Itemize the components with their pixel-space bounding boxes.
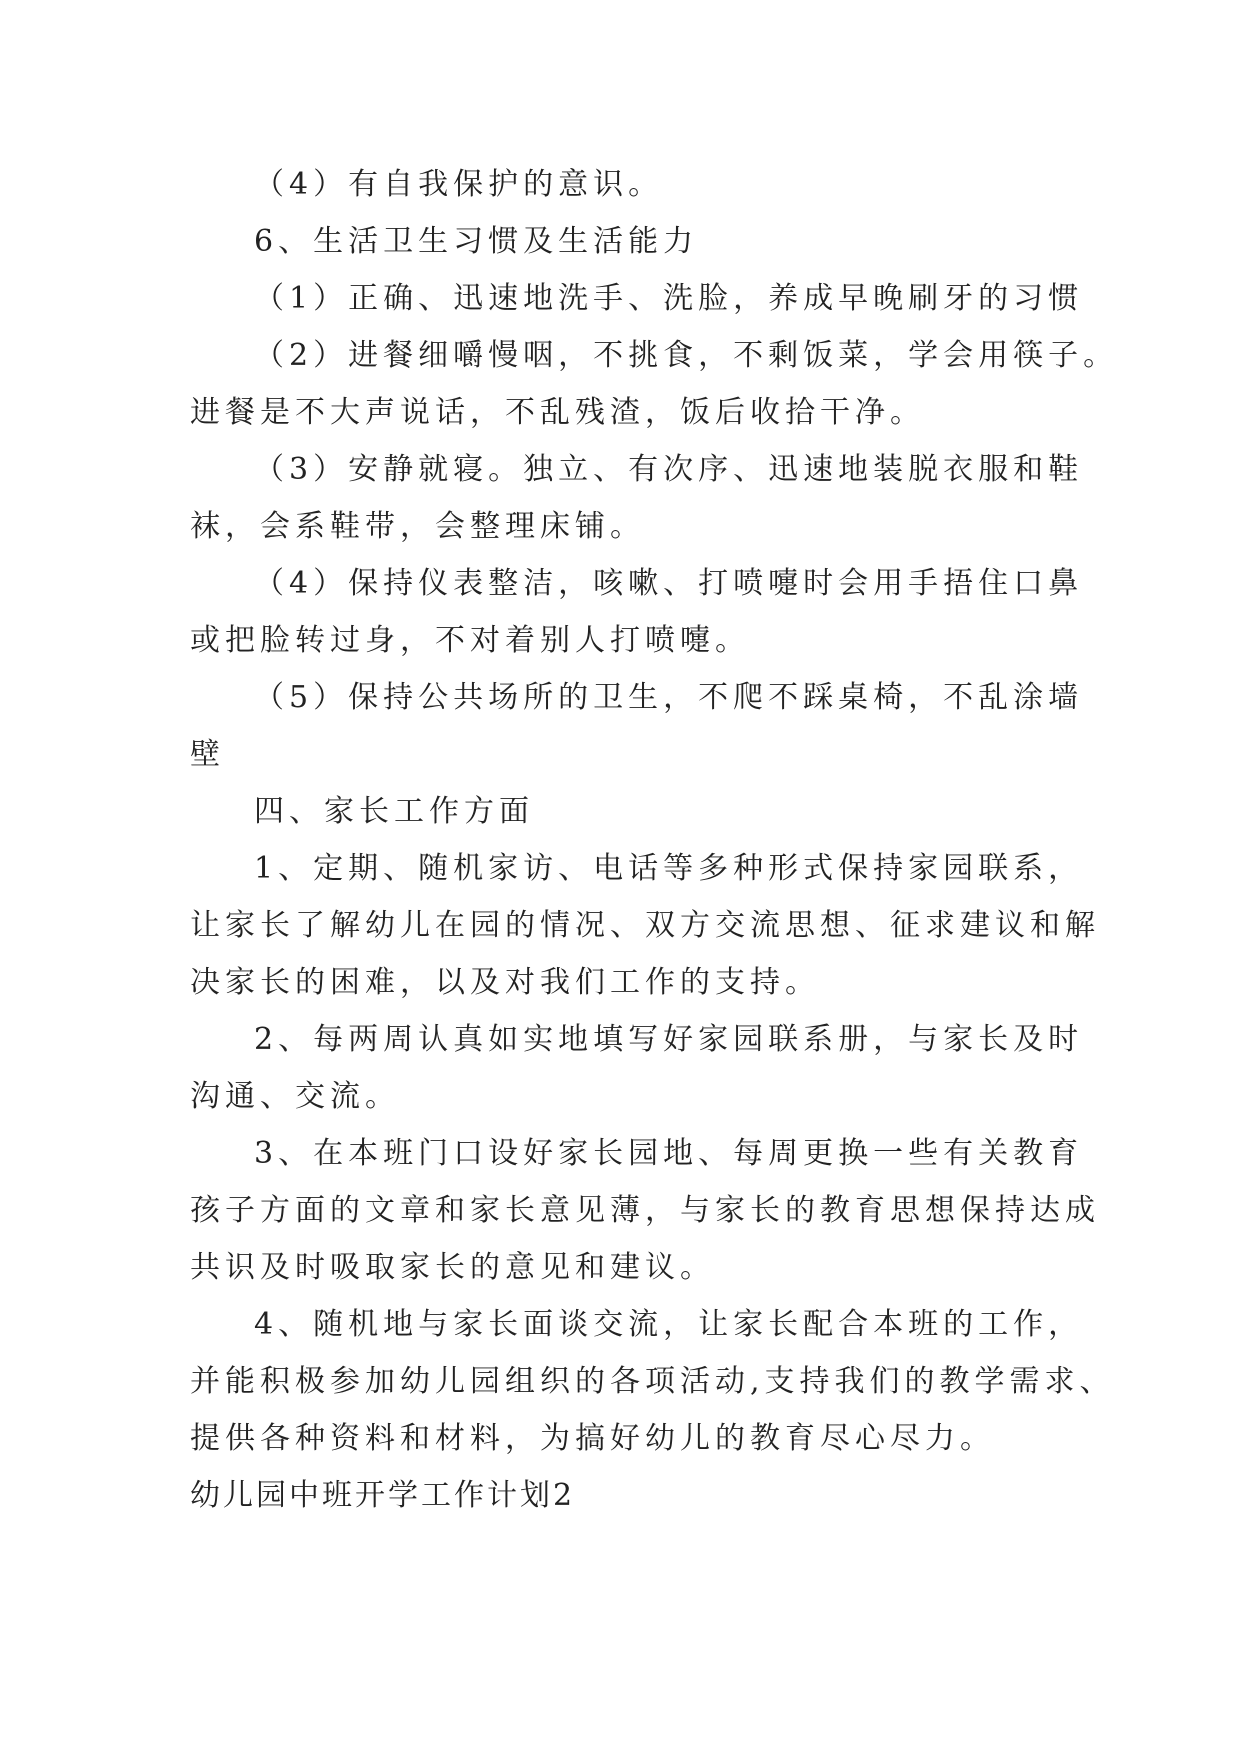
text-line: 3、在本班门口设好家长园地、每周更换一些有关教育 (254, 1136, 1084, 1171)
document-body (190, 156, 1119, 1524)
text-line: 共识及时吸取家长的意见和建议。 (190, 1250, 715, 1285)
text-line: 进餐是不大声说话，不乱残渣，饭后收拾干净。 (190, 395, 925, 430)
text-line: （4）保持仪表整洁，咳嗽、打喷嚏时会用手捂住口鼻 (254, 566, 1084, 601)
text-line: 并能积极参加幼儿园组织的各项活动,支持我们的教学需求、 (190, 1364, 1115, 1399)
text-line: 提供各种资料和材料，为搞好幼儿的教育尽心尽力。 (190, 1421, 995, 1456)
text-line: （2）进餐细嚼慢咽，不挑食，不剩饭菜，学会用筷子。 (254, 338, 1119, 373)
next-document-title: 幼儿园中班开学工作计划2 (190, 1478, 576, 1513)
text-line: 孩子方面的文章和家长意见薄，与家长的教育思想保持达成 (190, 1193, 1100, 1228)
text-line: 让家长了解幼儿在园的情况、双方交流思想、征求建议和解 (190, 908, 1100, 943)
text-line: 壁 (190, 737, 225, 772)
text-line: （4）有自我保护的意识。 (254, 167, 664, 202)
text-line: 1、定期、随机家访、电话等多种形式保持家园联系， (254, 851, 1084, 886)
section-heading: 6、生活卫生习惯及生活能力 (254, 224, 699, 259)
text-line: （3）安静就寝。独立、有次序、迅速地装脱衣服和鞋 (254, 452, 1084, 487)
text-line: 4、随机地与家长面谈交流，让家长配合本班的工作， (254, 1307, 1084, 1342)
text-line: 2、每两周认真如实地填写好家园联系册，与家长及时 (254, 1022, 1084, 1057)
text-line: 或把脸转过身，不对着别人打喷嚏。 (190, 623, 750, 658)
section-heading: 四、家长工作方面 (254, 794, 534, 829)
text-line: （1）正确、迅速地洗手、洗脸，养成早晚刷牙的习惯 (254, 281, 1084, 316)
text-line: 沟通、交流。 (190, 1079, 400, 1114)
text-line: （5）保持公共场所的卫生，不爬不踩桌椅，不乱涂墙 (254, 680, 1084, 715)
text-line: 决家长的困难，以及对我们工作的支持。 (190, 965, 820, 1000)
text-line: 袜，会系鞋带，会整理床铺。 (190, 509, 645, 544)
